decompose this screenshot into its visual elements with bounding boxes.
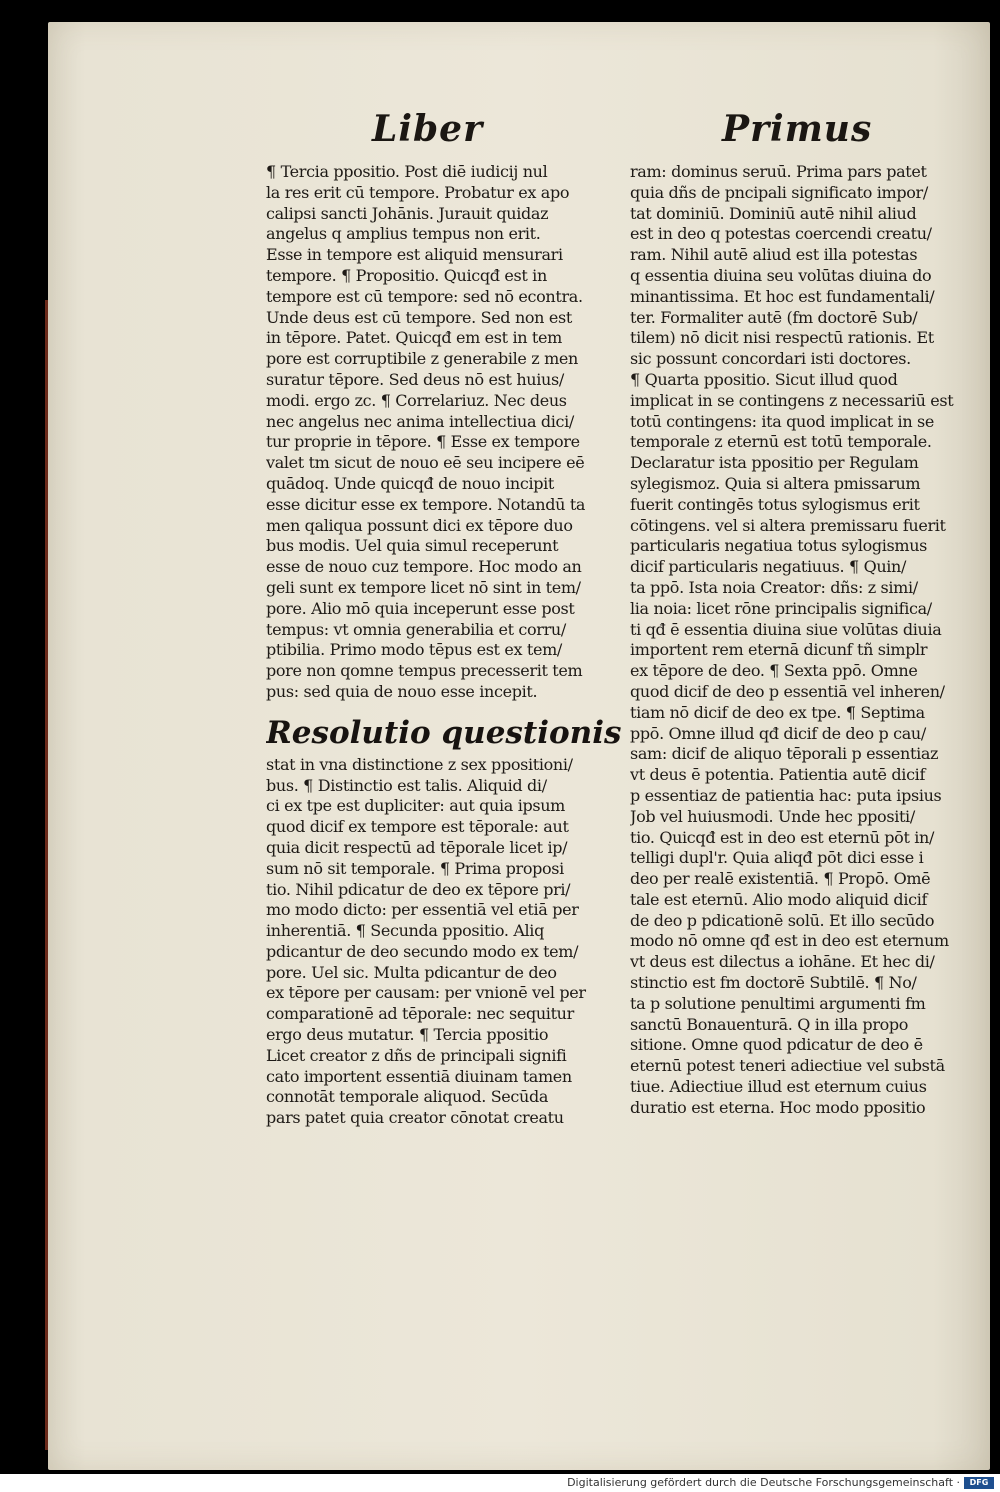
text-line: tempus: vt omnia generabilia et corru/ [266, 619, 566, 639]
text-line: tat dominiū. Dominiū autē nihil aliud [630, 203, 917, 223]
text-line: cōtingens. vel si altera premissaru fuerit [630, 515, 946, 535]
text-line: tur proprie in tēpore. ¶ Esse ex tempore [266, 432, 580, 452]
text-line: tale est eternū. Alio modo aliquid dicif [630, 889, 928, 909]
left-column-text-before-heading [266, 162, 622, 703]
text-line: mo modo dicto: per essentiā vel etiā per [266, 900, 579, 920]
text-line: men qaliqua possunt dici ex tēpore duo [266, 515, 573, 535]
text-line: tio. Nihil pdicatur de deo ex tēpore pri/ [266, 879, 571, 899]
text-line: quia dicit respectū ad tēporale licet ip/ [266, 837, 568, 857]
text-line: vt deus ē potentia. Patientia autē dicif [630, 765, 926, 785]
text-line: ex tēpore per causam: per vnionē vel per [266, 983, 586, 1003]
text-line: quia dñs de pncipali significato impor/ [630, 182, 928, 202]
text-line: geli sunt ex tempore licet nō sint in tem/ [266, 577, 581, 597]
text-line: vt deus est dilectus a iohāne. Et hec di/ [630, 952, 935, 972]
text-line: q essentia diuina seu volūtas diuina do [630, 265, 932, 285]
text-line: valet tm sicut de nouo eē seu incipere eē [266, 453, 585, 473]
text-line: Esse in tempore est aliquid mensurari [266, 245, 563, 265]
text-line: Unde deus est cū tempore. Sed non est [266, 307, 572, 327]
text-line: ex tēpore de deo. ¶ Sexta ppō. Omne [630, 661, 918, 681]
text-line: duratio est eterna. Hoc modo ppositio [630, 1097, 926, 1117]
text-line: suratur tēpore. Sed deus nō est huius/ [266, 369, 564, 389]
text-line: tempore. ¶ Propositio. Quicqđ est in [266, 265, 547, 285]
text-line: Job vel huiusmodi. Unde hec ppositi/ [630, 806, 915, 826]
text-line: sylegismoz. Quia si altera pmissarum [630, 473, 921, 493]
right-column-text [630, 162, 980, 1119]
text-line: dicif particularis negatiuus. ¶ Quin/ [630, 557, 907, 577]
footer-bar [0, 1474, 1000, 1492]
running-header-left: Liber [372, 108, 484, 150]
text-line: tiue. Adiectiue illud est eternum cuius [630, 1077, 927, 1097]
text-line: pore non qomne tempus precesserit tem [266, 661, 583, 681]
text-line: pore est corruptibile z generabile z men [266, 349, 578, 369]
text-line: ti qđ ē essentia diuina siue volūtas diuia [630, 619, 942, 639]
text-line: connotāt temporale aliquod. Secūda [266, 1087, 549, 1107]
text-line: ¶ Tercia ppositio. Post diē iudicij nul [266, 162, 548, 181]
text-line: ergo deus mutatur. ¶ Tercia ppositio [266, 1025, 549, 1045]
text-line: tempore est cū tempore: sed nō econtra. [266, 286, 583, 306]
text-line: minantissima. Et hoc est fundamentali/ [630, 286, 935, 306]
text-column-left [266, 162, 622, 1129]
text-line: ram: dominus seruū. Prima pars patet [630, 162, 927, 181]
text-line: ptibilia. Primo modo tēpus est ex tem/ [266, 640, 562, 660]
text-line: modo nō omne qđ est in deo est eternum [630, 931, 949, 951]
text-line: tio. Quicqđ est in deo est eternū pōt in/ [630, 827, 935, 847]
text-line: sam: dicif de aliquo tēporali p essentiaz [630, 744, 939, 764]
text-line: ram. Nihil autē aliud est illa potestas [630, 245, 918, 265]
text-line: est in deo q potestas coercendi creatu/ [630, 224, 932, 244]
text-line: bus. ¶ Distinctio est talis. Aliquid di/ [266, 775, 547, 795]
section-heading: Resolutio questionis [266, 714, 622, 751]
text-line: quādoq. Unde quicqđ de nouo incipit [266, 473, 554, 493]
text-line: sum nō sit temporale. ¶ Prima proposi [266, 858, 564, 878]
text-line: in tēpore. Patet. Quicqđ em est in tem [266, 328, 562, 348]
text-line: inherentiā. ¶ Secunda ppositio. Aliq [266, 921, 544, 941]
text-line: particularis negatiua totus sylogismus [630, 536, 928, 556]
text-line: sitione. Omne quod pdicatur de deo ē [630, 1035, 923, 1055]
text-line: tiam nō dicif de deo ex tpe. ¶ Septima [630, 702, 925, 722]
text-line: nec angelus nec anima intellectiua dici/ [266, 411, 574, 431]
text-line: lia noia: licet rōne principalis significa/ [630, 598, 932, 618]
text-line: pore. Uel sic. Multa pdicantur de deo [266, 962, 557, 982]
text-line: quod dicif de deo p essentiā vel inheren/ [630, 681, 945, 701]
text-line: totū contingens: ita quod implicat in se [630, 411, 934, 431]
text-line: temporale z eternū est totū temporale. [630, 432, 932, 452]
text-line: telligi dupl'r. Quia aliqđ pōt dici esse i [630, 848, 924, 868]
text-line: pars patet quia creator cōnotat creatu [266, 1108, 564, 1128]
text-column-right [630, 162, 980, 1119]
text-line: bus modis. Uel quia simul receperunt [266, 536, 559, 556]
text-line: la res erit cū tempore. Probatur ex apo [266, 182, 570, 202]
text-line: stinctio est fm doctorē Subtilē. ¶ No/ [630, 973, 917, 993]
text-line: deo per realē existentiā. ¶ Propō. Omē [630, 869, 931, 889]
text-line: fuerit contingēs totus sylogismus erit [630, 494, 920, 514]
text-line: ta p solutione penultimi argumenti fm [630, 993, 926, 1013]
text-line: Declaratur ista ppositio per Regulam [630, 453, 919, 473]
text-line: ta ppō. Ista noia Creator: dñs: z simi/ [630, 577, 918, 597]
text-line: implicat in se contingens z necessariū est [630, 390, 954, 410]
text-line: p essentiaz de patientia hac: puta ipsius [630, 785, 942, 805]
text-line: ppō. Omne illud qđ dicif de deo p cau/ [630, 723, 926, 743]
text-line: eternū potest teneri adiectiue vel substā [630, 1056, 945, 1076]
text-line: esse dicitur esse ex tempore. Notandū ta [266, 494, 586, 514]
footer-credit: Digitalisierung gefördert durch die Deutsche Forschungsgemeinschaft · [567, 1476, 960, 1489]
text-line: cato importent essentiā diuinam tamen [266, 1066, 572, 1086]
text-line: esse de nouo cuz tempore. Hoc modo an [266, 557, 582, 577]
text-line: pore. Alio mō quia inceperunt esse post [266, 598, 575, 618]
text-line: sic possunt concordari isti doctores. [630, 349, 911, 369]
text-line: pdicantur de deo secundo modo ex tem/ [266, 941, 579, 961]
text-line: stat in vna distinctione z sex ppositioni/ [266, 754, 573, 774]
text-line: importent rem eternā dicunf tñ simplr [630, 640, 928, 660]
running-header-right: Primus [722, 108, 873, 150]
text-line: angelus q amplius tempus non erit. [266, 224, 541, 244]
text-line: Licet creator z dñs de principali signifi [266, 1045, 567, 1065]
dfg-logo: DFG [964, 1477, 994, 1489]
text-line: comparationē ad tēporale: nec sequitur [266, 1004, 574, 1024]
text-line: tilem) nō dicit nisi respectū rationis. Et [630, 328, 934, 348]
text-line: sanctū Bonauenturā. Q in illa propo [630, 1014, 909, 1034]
text-line: quod dicif ex tempore est tēporale: aut [266, 817, 569, 837]
left-column-text-after-heading [266, 755, 622, 1129]
text-line: pus: sed quia de nouo esse incepit. [266, 681, 538, 701]
text-line: ci ex tpe est dupliciter: aut quia ipsum [266, 796, 565, 816]
text-line: de deo p pdicationē solū. Et illo secūdo [630, 910, 935, 930]
text-line: ter. Formaliter autē (fm doctorē Sub/ [630, 307, 918, 327]
text-line: calipsi sancti Johānis. Jurauit quidaz [266, 203, 549, 223]
text-line: modi. ergo zc. ¶ Correlariuz. Nec deus [266, 390, 567, 410]
text-line: ¶ Quarta ppositio. Sicut illud quod [630, 369, 898, 389]
